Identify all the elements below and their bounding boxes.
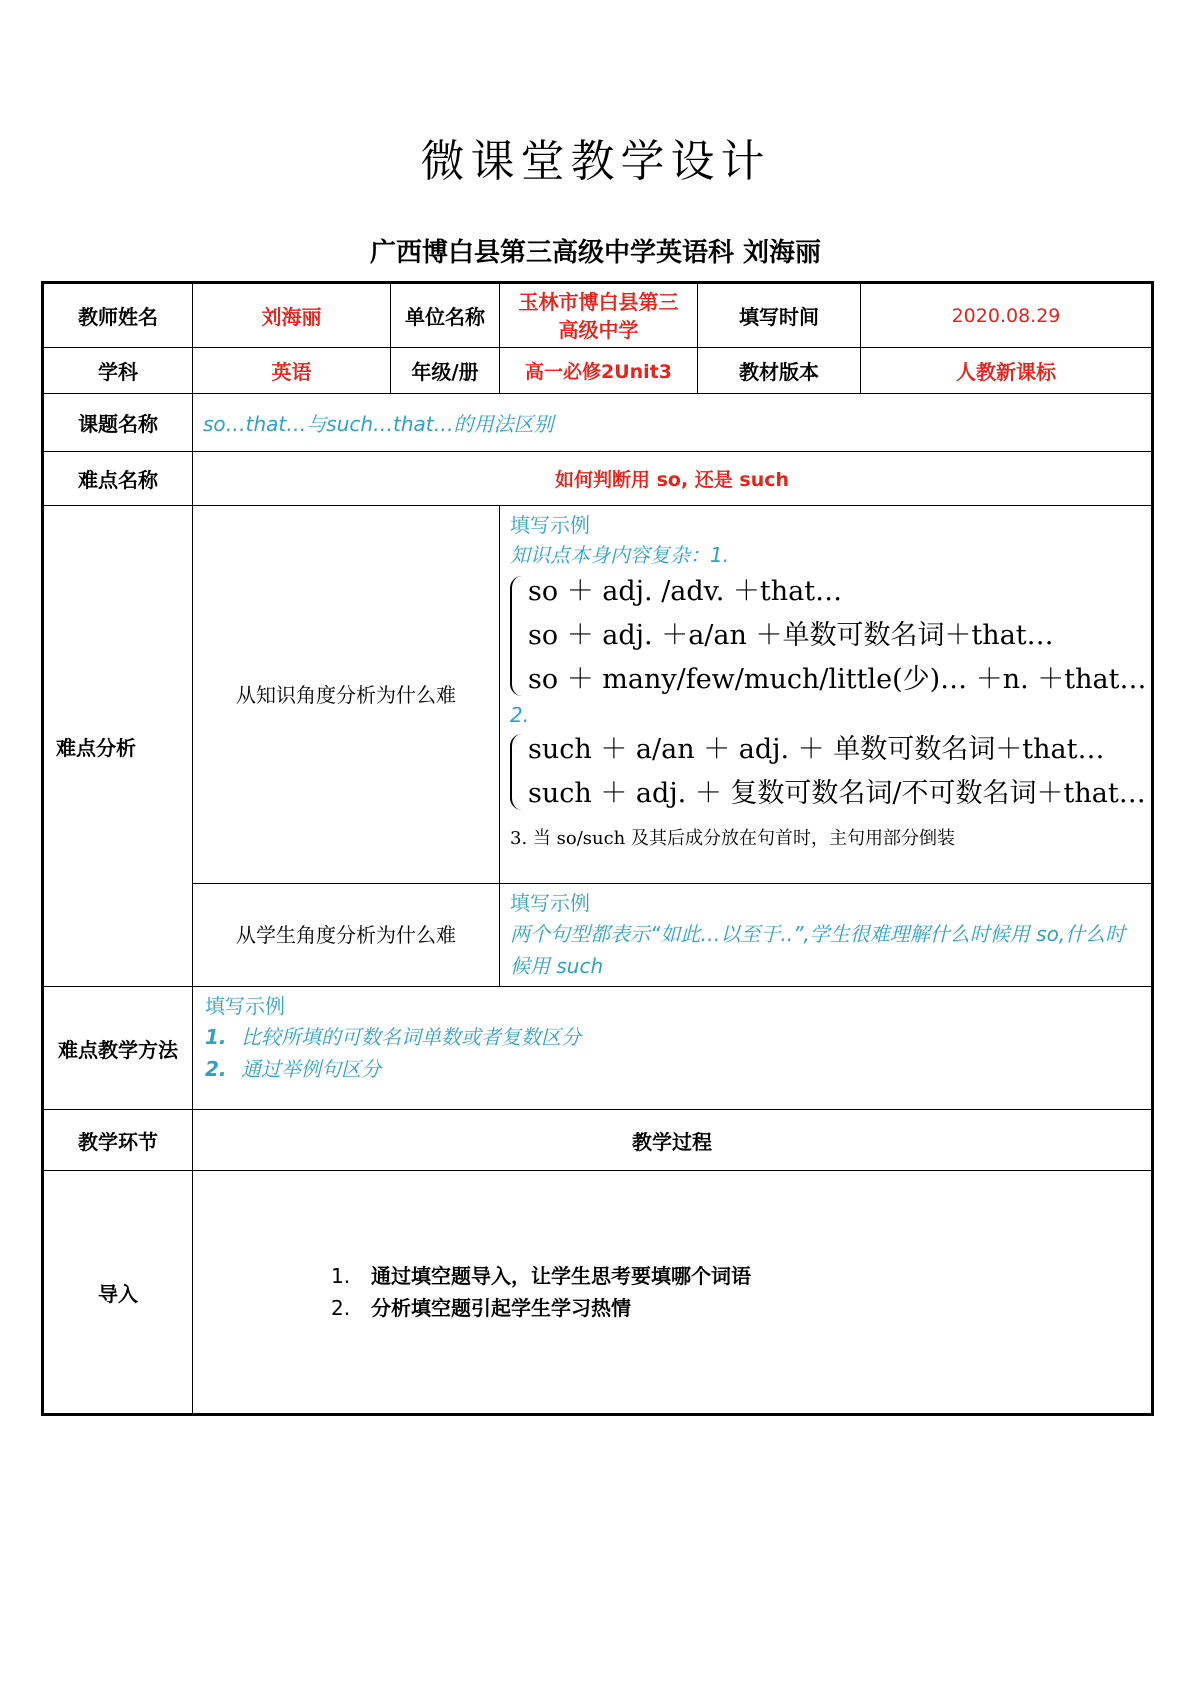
intro-item-number: 2.: [331, 1296, 351, 1320]
method-item-text: 比较所填的可数名词单数或者复数区分: [241, 1025, 581, 1049]
such-pattern-line: such ＋ adj. ＋ 复数可数名词/不可数名词＋that…: [528, 778, 1146, 809]
item-2-marker: 2.: [510, 703, 530, 727]
lesson-design-table: [41, 281, 1154, 1416]
date-value: 2020.08.29: [861, 283, 1153, 348]
edition-value: 人教新课标: [861, 348, 1153, 394]
row-topic: [43, 394, 1153, 452]
subject-value: 英语: [193, 348, 391, 394]
teacher-name-label: 教师姓名: [43, 283, 193, 348]
page-subtitle: 广西博白县第三高级中学英语科 刘海丽: [369, 238, 822, 268]
so-patterns: [510, 570, 1147, 702]
brace-icon: [510, 576, 524, 696]
process-label: 教学过程: [193, 1110, 1153, 1171]
method-item-number: 1.: [205, 1025, 227, 1049]
edition-label: 教材版本: [698, 348, 861, 394]
row-analysis-knowledge: [43, 506, 1153, 884]
so-pattern-line: so ＋ adj. ＋a/an ＋单数可数名词＋that…: [528, 620, 1054, 651]
row-difficulty: [43, 452, 1153, 506]
row-process-header: [43, 1110, 1153, 1171]
student-angle-label: 从学生角度分析为什么难: [193, 884, 500, 987]
knowledge-intro: 知识点本身内容复杂：1.: [510, 543, 730, 567]
intro-label: 导入: [43, 1171, 193, 1415]
method-item: [205, 1021, 1139, 1053]
knowledge-analysis-content: [500, 506, 1153, 884]
row-intro: [43, 1171, 1153, 1415]
inversion-note: 3. 当 so/such 及其后成分放在句首时，主句用部分倒装: [510, 828, 955, 849]
student-example-tag: 填写示例: [510, 891, 590, 915]
grade-label: 年级/册: [391, 348, 500, 394]
knowledge-angle-label: 从知识角度分析为什么难: [193, 506, 500, 884]
intro-content: [193, 1171, 1153, 1415]
method-item-number: 2.: [205, 1057, 227, 1081]
so-pattern-line: so ＋ many/few/much/little(少)… ＋n. ＋that…: [528, 664, 1147, 695]
topic-value: so…that…与such…that…的用法区别: [193, 394, 1153, 452]
intro-item-text: 通过填空题导入，让学生思考要填哪个词语: [371, 1264, 751, 1288]
such-pattern-line: such ＋ a/an ＋ adj. ＋ 单数可数名词＋that…: [528, 734, 1105, 765]
brace-icon: [510, 734, 524, 810]
intro-item: [331, 1292, 1151, 1324]
difficulty-value: 如何判断用 so, 还是 such: [193, 452, 1153, 506]
unit-name-label: 单位名称: [391, 283, 500, 348]
method-label: 难点教学方法: [43, 987, 193, 1110]
subject-label: 学科: [43, 348, 193, 394]
analysis-label: 难点分析: [43, 506, 193, 987]
process-stage-label: 教学环节: [43, 1110, 193, 1171]
unit-name-value: 玉林市博白县第三高级中学: [500, 283, 698, 348]
intro-item-number: 1.: [331, 1264, 351, 1288]
such-patterns: [510, 728, 1146, 816]
intro-item-text: 分析填空题引起学生学习热情: [371, 1296, 631, 1320]
date-label: 填写时间: [698, 283, 861, 348]
grade-value: 高一必修2Unit3: [500, 348, 698, 394]
method-item-text: 通过举例句区分: [241, 1057, 381, 1081]
row-basic-info: [43, 283, 1153, 348]
row-analysis-student: [43, 884, 1153, 987]
row-subject-info: [43, 348, 1153, 394]
intro-item: [331, 1260, 1151, 1292]
difficulty-label: 难点名称: [43, 452, 193, 506]
topic-label: 课题名称: [43, 394, 193, 452]
student-analysis-text: 两个句型都表示“如此…以至于..”,学生很难理解什么时候用 so,什么时候用 such: [510, 922, 1126, 978]
so-pattern-line: so ＋ adj. /adv. ＋that…: [528, 576, 843, 607]
knowledge-example-tag: 填写示例: [510, 513, 590, 537]
row-teaching-method: [43, 987, 1153, 1110]
page-title: 微课堂教学设计: [420, 136, 771, 187]
method-content: [193, 987, 1153, 1110]
method-example-tag: 填写示例: [205, 994, 285, 1018]
teacher-name-value: 刘海丽: [193, 283, 391, 348]
method-item: [205, 1053, 1139, 1085]
student-analysis-content: [500, 884, 1153, 987]
